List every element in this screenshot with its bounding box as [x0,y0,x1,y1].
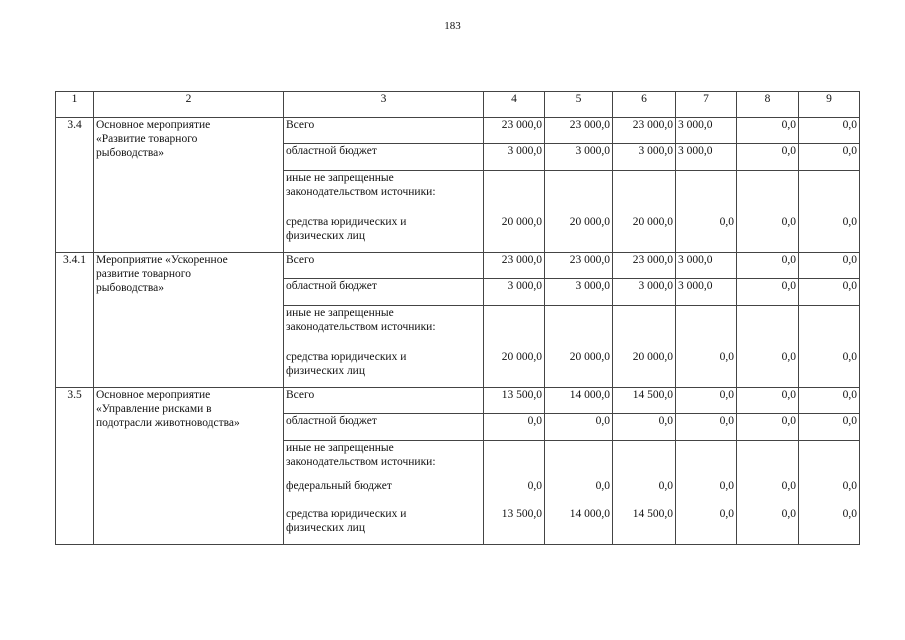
value-cell: 0,0 [484,414,545,441]
funding-source-line: иные не запрещенные [286,442,394,454]
funding-source [284,507,484,545]
value-cell [799,171,860,215]
value-cell [484,171,545,215]
value-cell: 23 000,0 [545,253,613,279]
page-number: 183 [444,20,461,32]
funding-source [284,171,484,215]
value-cell [545,171,613,215]
value-cell: 14 000,0 [545,507,613,545]
value-cell: 23 000,0 [484,118,545,144]
activity-name-line: «Развитие товарного [96,133,198,145]
value-cell: 0,0 [799,215,860,253]
funding-source-line: законодательством источники: [286,186,436,198]
value-cell: 3 000,0 [484,144,545,171]
funding-source [284,306,484,350]
value-cell [676,441,737,479]
value-cell: 20 000,0 [613,350,676,388]
value-cell: 13 500,0 [484,507,545,545]
header-cell: 2 [94,92,284,118]
header-cell: 9 [799,92,860,118]
value-cell: 0,0 [613,479,676,507]
value-cell [676,171,737,215]
funding-source: Всего [284,253,484,279]
activity-name-line: «Управление рисками в [96,403,212,415]
activity-name-line: подотрасли животноводства» [96,417,240,429]
value-cell: 0,0 [737,279,799,306]
row-index: 3.4 [56,118,94,253]
value-cell: 0,0 [676,215,737,253]
value-cell: 20 000,0 [613,215,676,253]
value-cell: 0,0 [799,479,860,507]
value-cell: 0,0 [737,479,799,507]
funding-source: областной бюджет [284,144,484,171]
activity-name-line: Основное мероприятие [96,119,211,131]
value-cell: 23 000,0 [613,253,676,279]
value-cell: 0,0 [799,350,860,388]
value-cell [484,306,545,350]
value-cell: 3 000,0 [613,279,676,306]
value-cell: 0,0 [799,388,860,414]
value-cell: 20 000,0 [545,215,613,253]
value-cell: 0,0 [737,253,799,279]
value-cell: 20 000,0 [484,215,545,253]
value-cell [484,441,545,479]
value-cell [737,306,799,350]
funding-source-line: иные не запрещенные [286,172,394,184]
value-cell: 23 000,0 [545,118,613,144]
value-cell [676,306,737,350]
value-cell: 0,0 [676,388,737,414]
value-cell: 0,0 [545,479,613,507]
value-cell: 3 000,0 [613,144,676,171]
funding-source-line: физических лиц [286,229,365,242]
value-cell: 0,0 [676,414,737,441]
value-cell: 3 000,0 [484,279,545,306]
value-cell: 0,0 [799,414,860,441]
value-cell: 0,0 [737,215,799,253]
value-cell: 0,0 [737,118,799,144]
activity-name [94,253,284,388]
value-cell: 20 000,0 [484,350,545,388]
value-cell [737,441,799,479]
value-cell: 0,0 [613,414,676,441]
header-cell: 8 [737,92,799,118]
funding-source [284,215,484,253]
value-cell: 23 000,0 [613,118,676,144]
value-cell: 0,0 [737,388,799,414]
value-cell [799,441,860,479]
value-cell: 0,0 [545,414,613,441]
funding-source-line: средства юридических и [286,507,407,520]
activity-name-line: рыбоводства» [96,147,164,159]
value-cell: 3 000,0 [676,279,737,306]
header-cell: 6 [613,92,676,118]
activity-name-line: Основное мероприятие [96,389,211,401]
value-cell: 0,0 [737,414,799,441]
funding-source-line: физических лиц [286,364,365,377]
value-cell: 3 000,0 [676,144,737,171]
header-cell: 5 [545,92,613,118]
value-cell: 3 000,0 [545,144,613,171]
funding-source: областной бюджет [284,414,484,441]
table-row [56,118,860,144]
value-cell: 0,0 [799,507,860,545]
funding-source [284,350,484,388]
header-cell: 1 [56,92,94,118]
activity-name [94,388,284,545]
value-cell: 0,0 [799,118,860,144]
funding-source-line: средства юридических и [286,215,407,228]
value-cell: 3 000,0 [676,253,737,279]
header-row [56,92,860,118]
funding-source [284,441,484,479]
funding-source-line: средства юридических и [286,350,407,363]
value-cell [545,441,613,479]
value-cell: 20 000,0 [545,350,613,388]
value-cell [613,441,676,479]
value-cell: 0,0 [676,479,737,507]
row-index: 3.5 [56,388,94,545]
value-cell: 0,0 [676,507,737,545]
value-cell: 0,0 [799,279,860,306]
funding-source-line: физических лиц [286,521,365,534]
value-cell [613,171,676,215]
header-cell: 3 [284,92,484,118]
activity-name [94,118,284,253]
funding-source-line: иные не запрещенные [286,307,394,319]
value-cell [613,306,676,350]
value-cell: 0,0 [737,144,799,171]
value-cell [737,171,799,215]
value-cell: 3 000,0 [545,279,613,306]
value-cell: 0,0 [799,144,860,171]
value-cell: 14 500,0 [613,507,676,545]
funding-source: федеральный бюджет [284,479,484,507]
activity-name-line: развитие товарного [96,268,191,280]
value-cell: 14 500,0 [613,388,676,414]
value-cell: 13 500,0 [484,388,545,414]
value-cell [799,306,860,350]
row-index: 3.4.1 [56,253,94,388]
value-cell: 0,0 [737,350,799,388]
budget-table [55,91,860,545]
funding-source-line: законодательством источники: [286,321,436,333]
table-row [56,388,860,414]
funding-source: областной бюджет [284,279,484,306]
header-cell: 4 [484,92,545,118]
activity-name-line: Мероприятие «Ускоренное [96,254,228,266]
header-cell: 7 [676,92,737,118]
funding-source: Всего [284,388,484,414]
value-cell: 23 000,0 [484,253,545,279]
value-cell [545,306,613,350]
table-row [56,253,860,279]
value-cell: 0,0 [484,479,545,507]
value-cell: 3 000,0 [676,118,737,144]
value-cell: 0,0 [799,253,860,279]
funding-source: Всего [284,118,484,144]
value-cell: 14 000,0 [545,388,613,414]
funding-source-line: законодательством источники: [286,456,436,468]
value-cell: 0,0 [676,350,737,388]
activity-name-line: рыбоводства» [96,282,164,294]
value-cell: 0,0 [737,507,799,545]
